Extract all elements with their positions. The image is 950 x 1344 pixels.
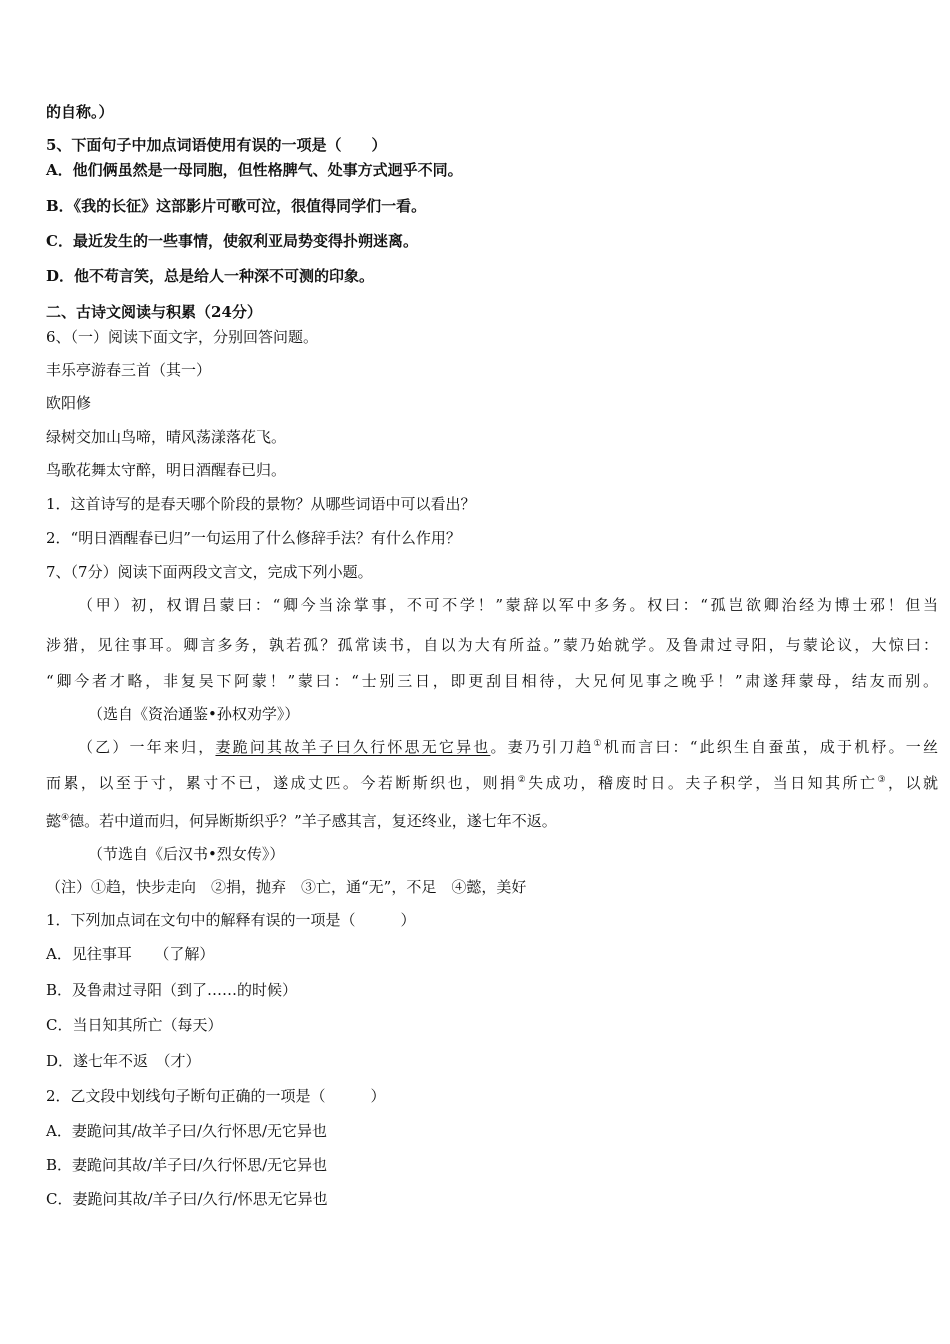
question-7-sub-1-stem: 1．下列加点词在文句中的解释有误的一项是（ ） — [46, 911, 416, 929]
passage-yi-text-d: 失成功，稽废时日。夫子积学，当日知其所亡 — [528, 774, 878, 792]
passage-yi-text-f: 懿 — [46, 812, 62, 830]
question-7-sub-1-option-b: B．及鲁肃过寻阳（到了……的时候） — [46, 981, 298, 999]
passage-yi-text-b: 机而言曰：“此织生自蚕茧，成于机杼。一丝 — [603, 738, 938, 756]
passage-jia-line-2: 涉猎，见往事耳。卿言多务，孰若孤？孤常读书，自以为大有所益。”蒙乃始就学。及鲁肃过寻阳，与蒙论议，大惊曰： — [46, 636, 938, 654]
question-7-sub-1-option-c: C．当日知其所亡（每天） — [46, 1016, 223, 1034]
question-5-option-c: C．最近发生的一些事情，使叙利亚局势变得扑朔迷离。 — [46, 232, 418, 250]
passage-yi-text-g: 德。若中道而归，何异断斯织乎？”羊子感其言，复还终业，遂七年不返。 — [69, 812, 557, 830]
question-7-sub-2-option-c: C．妻跪问其故/羊子曰/久行/怀思无它异也 — [46, 1190, 328, 1208]
question-6-stem: 6、（一）阅读下面文字，分别回答问题。 — [46, 328, 319, 346]
question-5-option-a: A．他们俩虽然是一母同胞，但性格脾气、处事方式迥乎不同。 — [46, 161, 463, 179]
footnote-marker-4: ④ — [61, 813, 70, 823]
question-5-option-d: D．他不苟言笑，总是给人一种深不可测的印象。 — [46, 267, 375, 285]
passage-yi-text-a: 。妻乃引刀趋 — [490, 738, 594, 756]
footnote-marker-2: ② — [517, 775, 529, 785]
question-7-sub-1-option-d: D．遂七年不返 （才） — [46, 1052, 201, 1070]
footnote-marker-1: ① — [593, 739, 604, 749]
previous-note-tail: 的自称。） — [46, 103, 114, 121]
question-7-sub-2-option-b: B．妻跪问其故/羊子曰/久行怀思/无它异也 — [46, 1156, 328, 1174]
poem-author: 欧阳修 — [46, 394, 92, 412]
question-6-sub-2: 2．“明日酒醒春已归”一句运用了什么修辞手法？有什么作用？ — [46, 529, 461, 547]
passage-yi-intro: （乙）一年来归， — [78, 738, 216, 756]
question-5-stem: 5、下面句子中加点词语使用有误的一项是（ ） — [46, 136, 387, 154]
passage-yi-text-c: 而累，以至于寸，累寸不已，遂成丈匹。今若断斯织也，则捐 — [46, 774, 518, 792]
passage-yi-source: （节选自《后汉书•烈女传》） — [88, 845, 285, 863]
question-7-sub-1-option-a: A．见往事耳 （了解） — [46, 945, 215, 963]
passage-yi-text-e: ，以就 — [888, 774, 938, 792]
passage-yi-line-3 — [46, 810, 938, 832]
question-7-stem: 7、（7分）阅读下面两段文言文，完成下列小题。 — [46, 563, 373, 581]
passage-jia-source: （选自《资治通鉴•孙权劝学》） — [88, 705, 300, 723]
underlined-sentence: 妻跪问其故羊子曰久行怀思无它异也 — [215, 738, 491, 756]
question-7-sub-2-stem: 2．乙文段中划线句子断句正确的一项是（ ） — [46, 1087, 386, 1105]
passage-jia-line-3: “卿今者才略，非复吴下阿蒙！”蒙曰：“士别三日，即更刮目相待，大兄何见事之晚乎！”肃遂拜蒙母，结友而别。 — [46, 672, 938, 690]
poem-title: 丰乐亭游春三首（其一） — [46, 361, 212, 379]
question-6-sub-1: 1．这首诗写的是春天哪个阶段的景物？从哪些词语中可以看出？ — [46, 495, 476, 513]
poem-line-1: 绿树交加山鸟啼，晴风荡漾落花飞。 — [46, 428, 287, 446]
passage-jia-line-1: （甲）初，权谓吕蒙曰：“卿今当涂掌事，不可不学！”蒙辞以军中多务。权曰：“孤岂欲卿治经为博士邪！但当 — [78, 596, 938, 614]
annotation-notes: （注）①趋，快步走向 ②捐，抛弃 ③亡，通“无”，不足 ④懿，美好 — [46, 878, 527, 896]
question-7-sub-2-option-a: A．妻跪问其/故羊子曰/久行怀思/无它异也 — [46, 1122, 327, 1140]
passage-yi-line-1 — [78, 736, 938, 758]
question-5-option-b: B．《我的长征》这部影片可歌可泣，很值得同学们一看。 — [46, 197, 427, 215]
poem-line-2: 鸟歌花舞太守醉，明日酒醒春已归。 — [46, 461, 287, 479]
footnote-marker-3: ③ — [877, 775, 889, 785]
section-2-heading: 二、古诗文阅读与积累（24分） — [46, 303, 262, 321]
passage-yi-line-2 — [46, 772, 938, 794]
